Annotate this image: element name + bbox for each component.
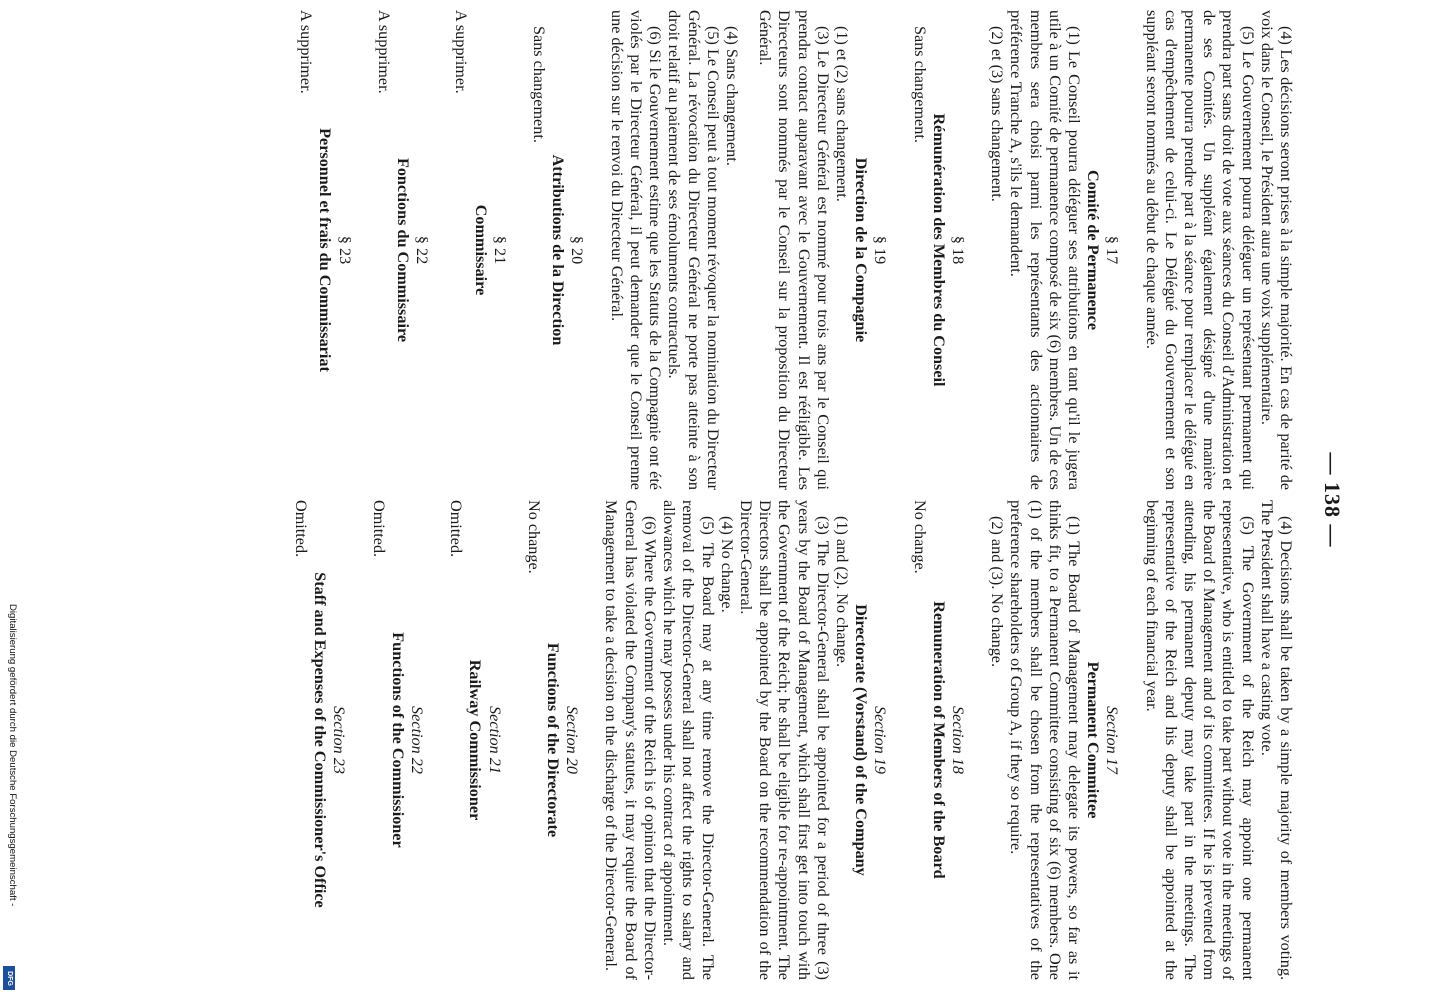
fr-intro-paragraph-4: (4) Les décisions seront prises à la simple majorité. En cas de parité de voix dans le Conseil, le Président aura une voix supplémentaire. [1257,10,1295,490]
en-section-22-number: Section 22 [408,706,427,774]
en-section-22-title: Functions of the Commissioner [388,632,407,848]
fr-section-20-paragraph-1: Sans changement. [530,26,549,143]
dfg-logo-icon [3,966,15,990]
dfg-logo-text: DFG [5,970,13,986]
english-column [291,500,1295,980]
en-section-19-paragraph-1: (1) and (2). No change. [832,516,851,668]
en-section-20-paragraph-1: No change. [524,500,543,574]
en-section-21-number: Section 21 [485,706,504,774]
fr-section-23-paragraph-1: A supprimer. [297,10,316,94]
rotated-document-page [45,10,1345,990]
en-section-18-title: Remuneration of Members of the Board [929,601,948,879]
fr-section-20-number: § 20 [568,235,587,265]
fr-section-19-number: § 19 [871,235,890,265]
en-section-19-paragraph-4: (4) No change. [717,516,736,613]
fr-section-22-title: Fonctions du Commissaire [394,157,413,343]
en-section-17-paragraph-2: (2) and (3). No change. [988,516,1007,668]
en-section-17-title: Permanent Committee [1084,661,1103,819]
fr-section-17-paragraph-2: (2) et (3) sans changement. [988,26,1007,202]
en-section-21-paragraph-1: Omitted. [447,500,466,558]
fr-section-17-number: § 17 [1103,235,1122,265]
en-section-20-number: Section 20 [563,706,582,774]
en-section-19-number: Section 19 [871,706,890,774]
en-section-19-title: Directorate (Vorstand) of the Company [852,604,871,876]
fr-section-19-paragraph-4: (4) Sans changement. [722,26,741,166]
en-intro-paragraph-4: (4) Decisions shall be taken by a simple majority of members voting. The President shall have a casting vote. [1257,500,1295,980]
fr-section-19-paragraph-5: (5) Le Conseil peut à tout moment révoquer la nomination du Directeur Général. La révocation du Directeur Général ne porte pas atteinte à son droit relatif au paiement de ses émoluments contractuels. [665,10,722,490]
en-section-17-paragraph-1: (1) The Board of Management may delegate its powers, so far as it thinks fit, to a Permanent Committee consisting of six (6) members. One (1) of the members shall be chosen from the representatives of the preference shareholders of Group A, if they so require. [1007,500,1083,980]
fr-intro-paragraph-5: (5) Le Gouvernement pourra déléguer un représentant permanent qui prendra part sans droit de vote aux séances du Conseil d'Administration et de ses Comités. Un suppléant également désigné d'une manière permanente pourra prendre part à la séance pour remplacer le délégué en cas d'empêchement de celui-ci. Le Délégué du Gouvernement et son suppléant seront nommés au début de chaque année. [1142,10,1257,490]
fr-section-19-title: Direction de la Compagnie [852,157,871,343]
en-section-17-number: Section 17 [1103,706,1122,774]
en-section-23-number: Section 23 [330,706,349,774]
fr-section-22-number: § 22 [413,235,432,265]
fr-section-17-paragraph-1: (1) Le Conseil pourra déléguer ses attributions en tant qu'il le jugera utile à un Comité de permanence composé de six (6) membres. Un de ces membres sera choisi parmi les représentants des actionnaires de préférence Tranche A, s'ils le demandent. [1007,10,1083,490]
en-section-22-paragraph-1: Omitted. [369,500,388,558]
en-section-19-paragraph-6: (6) Where the Government of the Reich is of opinion that the Director-General has violated the Company's statutes, it may require the Board of Management to take a decision on the discharge of the Director-General. [602,500,659,980]
fr-section-21-paragraph-1: A supprimer. [452,10,471,94]
en-section-18-number: Section 18 [948,706,967,774]
fr-section-23-title: Personnel et frais du Commissariat [316,128,335,372]
fr-section-20-title: Attributions de la Direction [549,154,568,346]
fr-section-18-title: Rémunération des Membres du Conseil [929,113,948,387]
fr-section-19-paragraph-1: (1) et (2) sans changement. [832,26,851,202]
fr-section-19-paragraph-3: (3) Le Directeur Général est nommé pour trois ans par le Conseil qui prendra contact auparavant avec le Gouvernement. Il est rééligible. Les Directeurs sont nommés par le Conseil sur la proposition du Directeur Général. [756,10,832,490]
en-section-20-title: Functions of the Directorate [544,642,563,838]
fr-section-23-number: § 23 [335,235,354,265]
fr-section-17-title: Comité de Permanence [1084,169,1103,331]
fr-section-22-paragraph-1: A supprimer. [374,10,393,94]
en-section-23-paragraph-1: Omitted. [292,500,311,558]
en-section-18-paragraph-1: No change. [910,500,929,574]
fr-section-19-paragraph-6: (6) Si le Gouvernement estime que les Statuts de la Compagnie ont été violés par le Directeur Général, il peut demander que le Conseil prenne une décision sur le renvoi du Directeur Général. [607,10,665,490]
french-column [296,10,1295,490]
en-section-19-paragraph-3: (3) The Director-General shall be appointed for a period of three (3) years by the Board of Management, which shall first get into touch with the Government of the Reich; he shall be eligible for re-appointment. The Directors shall be appointed by the Board on the recommendation of the Director-General. [736,500,832,980]
fr-section-21-number: § 21 [490,235,509,265]
page-number: — 138 — [1320,452,1345,548]
en-intro-paragraph-5: (5) The Government of the Reich may appoint one permanent representative, who is entitled to take part without vote in the meetings of the Board of Management and of its committees. If he is prevented from attending, his permanent deputy may take part in the meetings. The representative of the Reich and his deputy shall be appointed at the beginning of each financial year. [1142,500,1257,980]
digitization-credit: Digitalisierung gefördert durch die Deutsche Forschungsgemeinschaft - [7,604,18,907]
fr-section-18-paragraph-1: Sans changement. [910,26,929,143]
en-section-19-paragraph-5: (5) The Board may at any time remove the Director-General. The removal of the Director-General shall not affect the rights to salary and allowances which he may possess under his contract of appointment. [660,500,717,980]
en-section-21-title: Railway Commissioner [466,659,485,821]
fr-section-21-title: Commissaire [471,204,490,296]
fr-section-18-number: § 18 [948,235,967,265]
en-section-23-title: Staff and Expenses of the Commissioner's Office [311,572,330,908]
